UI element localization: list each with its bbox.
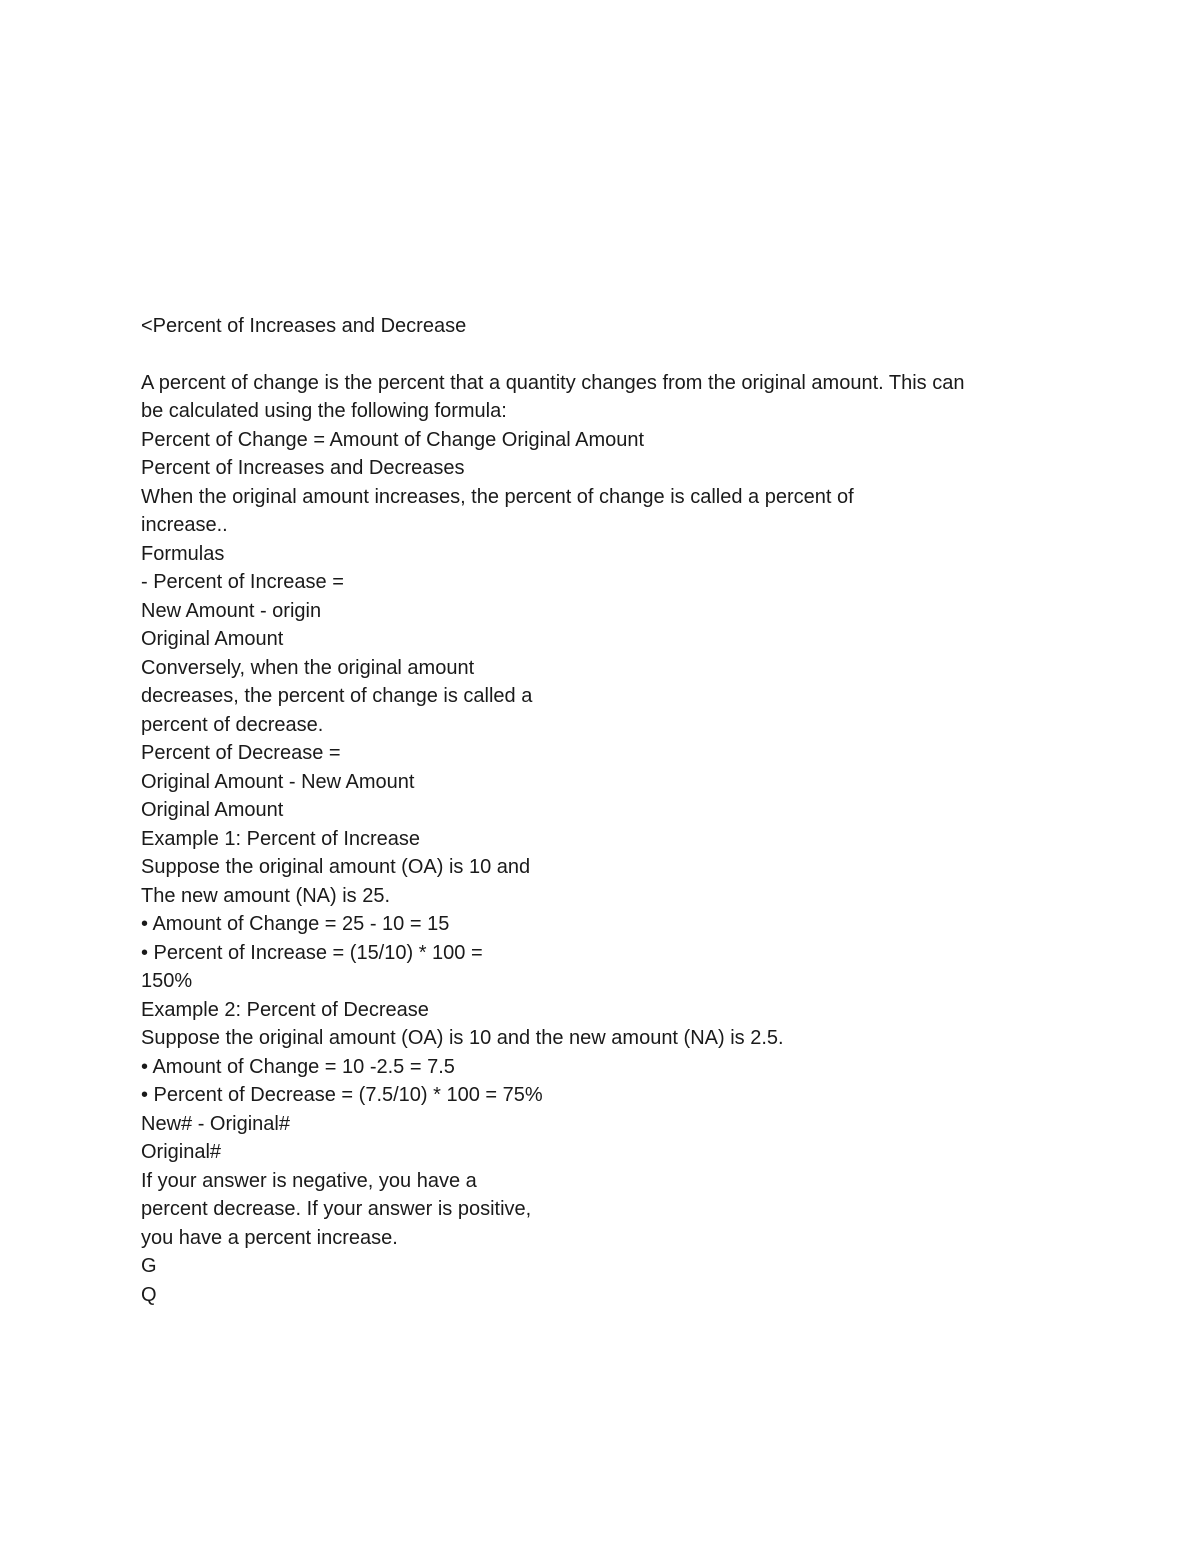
text-line: Example 2: Percent of Decrease: [141, 998, 429, 1021]
text-line: Percent of Increases and Decreases: [141, 457, 465, 479]
text-line: Conversely, when the original amount: [141, 656, 475, 679]
text-line: The new amount (NA) is 25.: [141, 884, 390, 907]
text-line: be calculated using the following formula:: [141, 400, 507, 422]
text-line: G: [141, 1255, 157, 1277]
text-line: percent decrease. If your answer is positive,: [141, 1198, 532, 1220]
text-line: Percent of Decrease =: [141, 742, 341, 764]
text-line: you have a percent increase.: [141, 1226, 398, 1249]
text-line: Original Amount: [141, 799, 284, 821]
text-line: Original Amount: [141, 628, 284, 650]
text-line: Formulas: [141, 542, 225, 565]
text-line: New Amount - origin: [141, 599, 322, 622]
text-line: • Amount of Change = 10 -2.5 = 7.5: [141, 1055, 455, 1078]
text-line: Original#: [141, 1141, 222, 1163]
document-body: [141, 312, 1041, 1309]
text-line: • Percent of Decrease = (7.5/10) * 100 = 75%: [141, 1084, 543, 1106]
text-line: 150%: [141, 970, 193, 992]
text-line: Suppose the original amount (OA) is 10 and: [141, 856, 531, 878]
text-line: Example 1: Percent of Increase: [141, 827, 421, 850]
text-line: New# - Original#: [141, 1112, 290, 1135]
text-line: percent of decrease.: [141, 713, 324, 736]
text-line: When the original amount increases, the percent of change is called a percent of: [141, 485, 854, 508]
text-line: decreases, the percent of change is called a: [141, 685, 533, 707]
text-line: Original Amount - New Amount: [141, 770, 415, 793]
text-line: Q: [141, 1283, 157, 1306]
text-line: If your answer is negative, you have a: [141, 1169, 477, 1192]
text-line: A percent of change is the percent that a quantity changes from the original amount. This can: [141, 371, 965, 394]
text-line: Suppose the original amount (OA) is 10 and the new amount (NA) is 2.5.: [141, 1027, 784, 1049]
text-line: • Percent of Increase = (15/10) * 100 =: [141, 941, 483, 964]
text-line: Percent of Change = Amount of Change Original Amount: [141, 428, 645, 451]
text-line: - Percent of Increase =: [141, 571, 344, 593]
text-line: increase..: [141, 514, 228, 536]
text-line: • Amount of Change = 25 - 10 = 15: [141, 913, 450, 935]
document-title: <Percent of Increases and Decrease: [141, 315, 467, 337]
